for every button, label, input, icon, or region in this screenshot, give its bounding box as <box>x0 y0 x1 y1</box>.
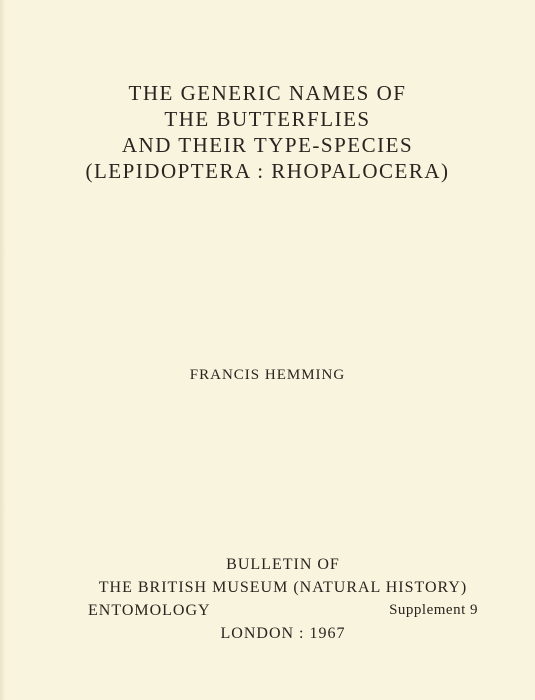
title-line-4: (LEPIDOPTERA : RHOPALOCERA) <box>85 159 450 183</box>
supplement-number: Supplement 9 <box>389 602 478 618</box>
title-line-1: THE GENERIC NAMES OF <box>128 81 407 105</box>
series-name: ENTOMOLOGY <box>88 602 211 619</box>
place-date: LONDON : 1967 <box>220 625 346 642</box>
title-line-2: THE BUTTERFLIES <box>164 107 371 131</box>
author-name: FRANCIS HEMMING <box>189 367 346 383</box>
publisher-line-2: THE BRITISH MUSEUM (NATURAL HISTORY) <box>98 579 468 596</box>
publisher-block <box>88 553 478 645</box>
series-row <box>88 599 478 622</box>
book-title <box>0 80 535 184</box>
publisher-line-1: BULLETIN OF <box>226 556 340 573</box>
title-line-3: AND THEIR TYPE-SPECIES <box>121 133 414 157</box>
